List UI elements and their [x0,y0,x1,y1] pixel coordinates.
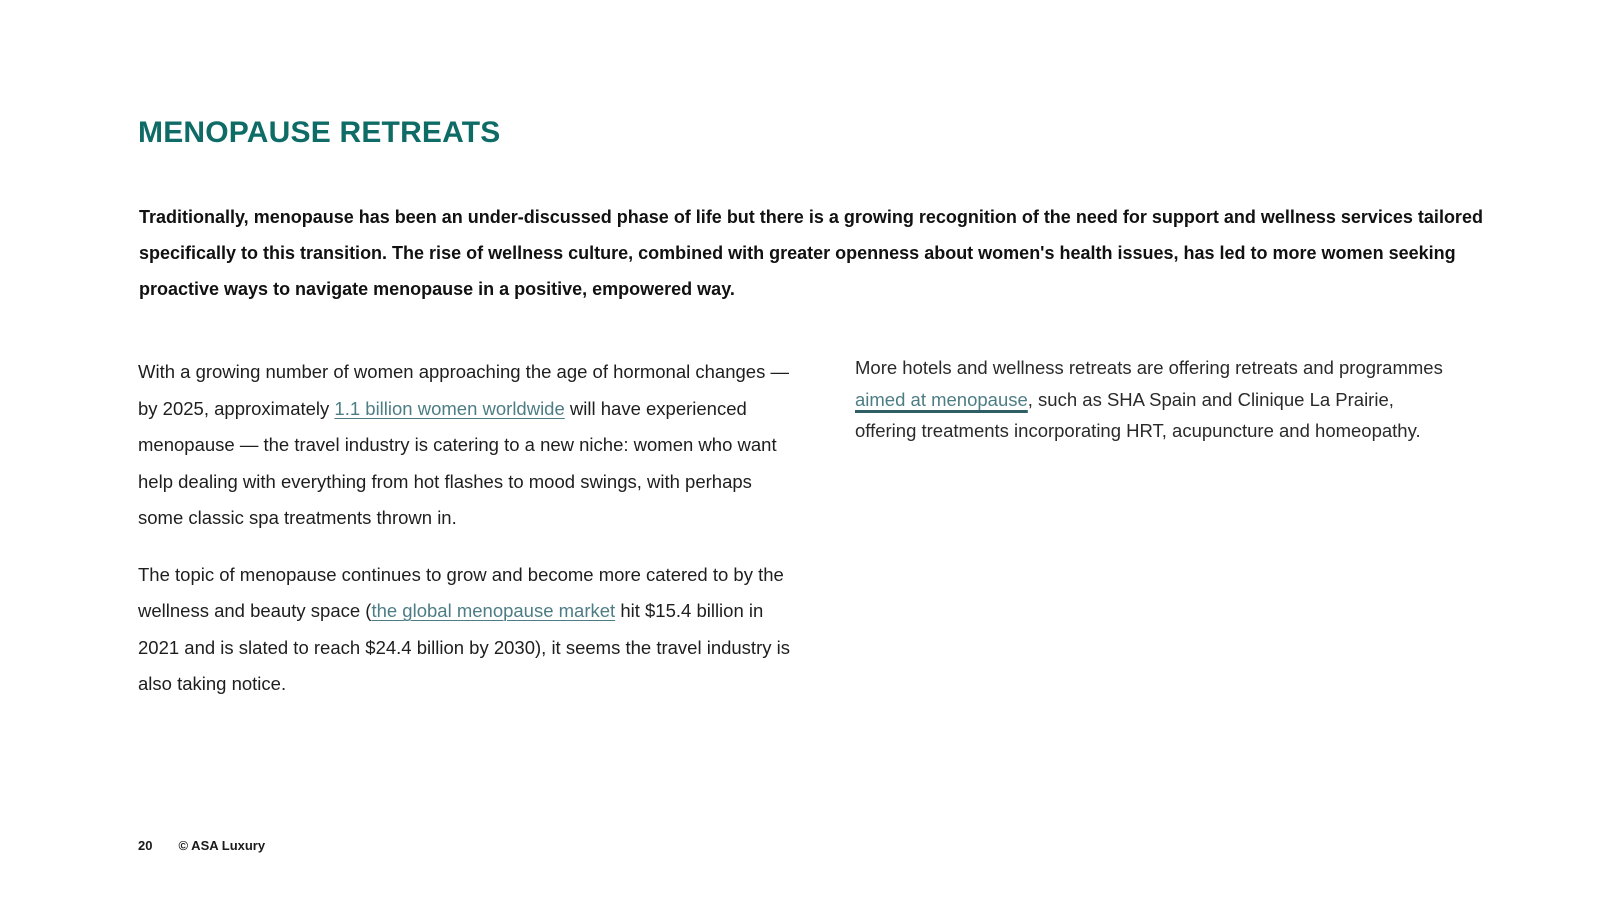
left-p2-text-after: hit $15.4 billion in 2021 and is slated to reach $24.4 billion by 2030), it seems the travel industry is also taking notice. [138,600,790,694]
left-paragraph-2 [138,557,798,703]
left-p2-text-before: The topic of menopause continues to grow and become more catered to by the wellness and beauty space ( [138,563,784,621]
footer [138,838,265,853]
aimed-at-menopause-link[interactable]: aimed at menopause [855,388,1028,410]
page-title: MENOPAUSE RETREATS [138,116,501,149]
right-p1-text-after: , such as SHA Spain and Clinique La Prairie, offering treatments incorporating HRT, acupuncture and homeopathy. [855,388,1421,441]
intro-paragraph: Traditionally, menopause has been an under-discussed phase of life but there is a growing recognition of the need for support and wellness services tailored specifically to this transition. The rise of wellness culture, combined with greater openness about women's health issues, has led to more women seeking proactive ways to navigate menopause in a positive, empowered way. [139,207,1483,299]
right-p1-text-before: More hotels and wellness retreats are offering retreats and programmes [855,357,1443,378]
left-p1-text-before: With a growing number of women approaching the age of hormonal changes — by 2025, approximately [138,361,789,419]
menopause-market-link[interactable]: the global menopause market [371,600,616,621]
women-worldwide-link[interactable]: 1.1 billion women worldwide [334,397,565,419]
page-number: 20 [138,838,153,853]
right-paragraph-1 [855,352,1455,447]
right-column [855,352,1455,447]
left-column [138,354,798,723]
copyright: © ASA Luxury [178,838,266,853]
left-paragraph-1 [138,354,798,537]
left-p1-text-after: will have experienced menopause — the travel industry is catering to a new niche: women who want help dealing with everything from hot flashes to mood swings, with perhaps some classic spa treatments thrown in. [138,397,777,528]
